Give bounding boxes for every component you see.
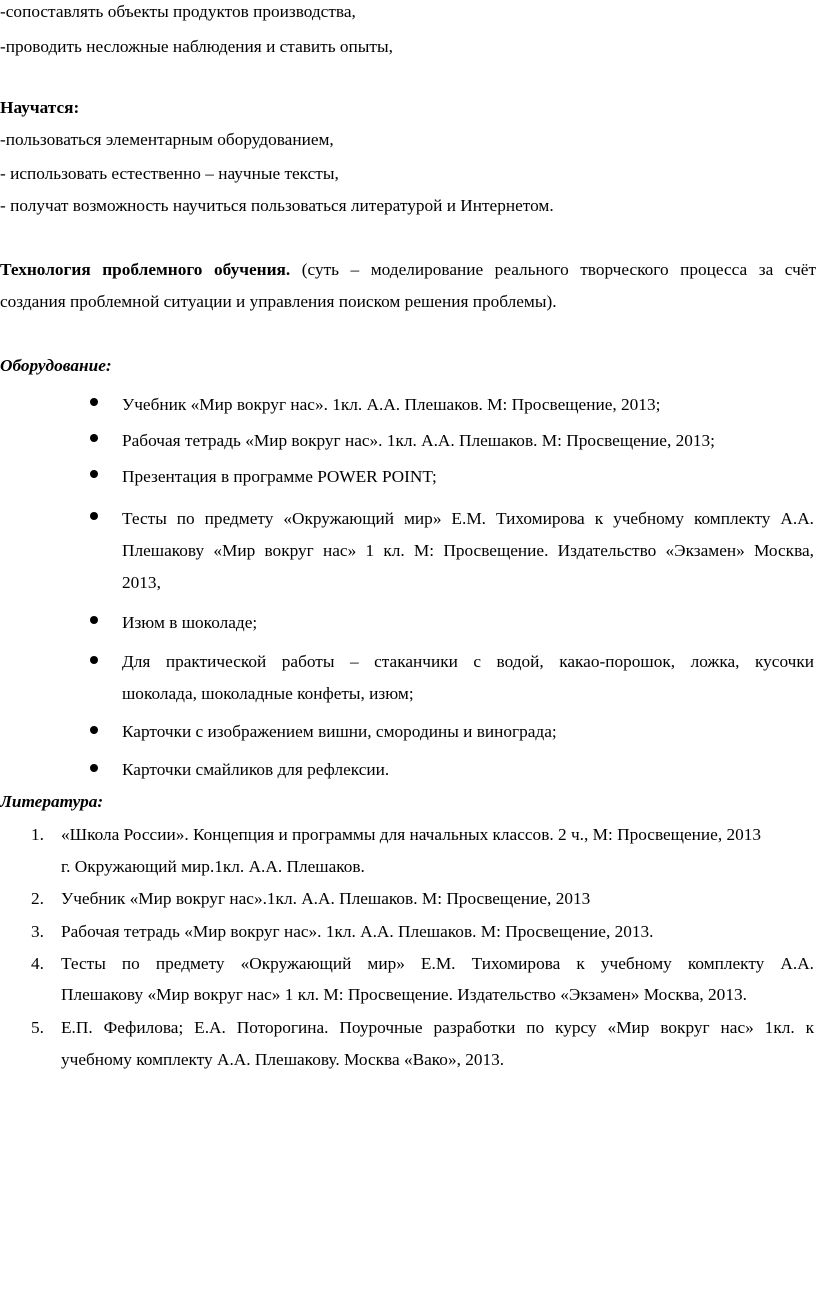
list-number: 3. — [31, 922, 44, 941]
equipment-item: Для практической работы – стаканчики с водой, какао-порошок, ложка, кусочки — [122, 652, 814, 671]
equipment-item-cont: 2013, — [122, 573, 161, 592]
intro-line: -проводить несложные наблюдения и ставить опыты, — [0, 37, 393, 56]
technology-line-2: создания проблемной ситуации и управления поиском решения проблемы). — [0, 292, 557, 311]
literature-item-cont: г. Окружающий мир.1кл. А.А. Плешаков. — [61, 857, 365, 876]
bullet-icon — [90, 434, 98, 442]
equipment-heading: Оборудование: — [0, 356, 112, 375]
equipment-item-cont: Плешакову «Мир вокруг нас» 1 кл. М: Просвещение. Издательство «Экзамен» Москва, — [122, 541, 814, 560]
literature-item-cont: Плешакову «Мир вокруг нас» 1 кл. М: Просвещение. Издательство «Экзамен» Москва, 2013. — [61, 985, 747, 1004]
list-number: 5. — [31, 1018, 44, 1037]
technology-line-1 — [0, 260, 816, 280]
literature-item-cont: учебному комплекту А.А. Плешакову. Москва «Вако», 2013. — [61, 1050, 505, 1069]
bullet-icon — [90, 512, 98, 520]
list-number: 1. — [31, 825, 44, 844]
literature-heading: Литература: — [0, 792, 104, 811]
learn-item: -пользоваться элементарным оборудованием, — [0, 130, 334, 149]
technology-title: Технология проблемного обучения. — [0, 260, 291, 279]
equipment-item: Тесты по предмету «Окружающий мир» Е.М. Тихомирова к учебному комплекту А.А. — [122, 509, 814, 528]
equipment-item-cont: шоколада, шоколадные конфеты, изюм; — [122, 684, 414, 703]
equipment-item: Карточки с изображением вишни, смородины и винограда; — [122, 722, 557, 741]
technology-text: (суть – моделирование реального творческого процесса за счёт — [301, 260, 816, 279]
equipment-item: Презентация в программе POWER POINT; — [122, 467, 437, 486]
bullet-icon — [90, 726, 98, 734]
bullet-icon — [90, 616, 98, 624]
literature-item: Тесты по предмету «Окружающий мир» Е.М. Тихомирова к учебному комплекту А.А. — [61, 954, 814, 973]
literature-item: Е.П. Фефилова; Е.А. Поторогина. Поурочные разработки по курсу «Мир вокруг нас» 1кл. к — [61, 1018, 814, 1037]
learn-heading: Научатся: — [0, 98, 80, 117]
literature-item: «Школа России». Концепция и программы для начальных классов. 2 ч., М: Просвещение, 2013 — [61, 825, 762, 844]
list-number: 4. — [31, 954, 44, 973]
equipment-item: Изюм в шоколаде; — [122, 613, 258, 632]
learn-item: - получат возможность научиться пользоваться литературой и Интернетом. — [0, 196, 554, 215]
bullet-icon — [90, 656, 98, 664]
list-number: 2. — [31, 889, 44, 908]
bullet-icon — [90, 398, 98, 406]
literature-item: Рабочая тетрадь «Мир вокруг нас». 1кл. А.А. Плешаков. М: Просвещение, 2013. — [61, 922, 654, 941]
intro-line: -сопоставлять объекты продуктов производства, — [0, 2, 356, 21]
learn-item: - использовать естественно – научные тексты, — [0, 164, 339, 183]
literature-item: Учебник «Мир вокруг нас».1кл. А.А. Плешаков. М: Просвещение, 2013 — [61, 889, 591, 908]
bullet-icon — [90, 764, 98, 772]
equipment-item: Рабочая тетрадь «Мир вокруг нас». 1кл. А.А. Плешаков. М: Просвещение, 2013; — [122, 431, 715, 450]
equipment-item: Учебник «Мир вокруг нас». 1кл. А.А. Плешаков. М: Просвещение, 2013; — [122, 395, 661, 414]
equipment-item: Карточки смайликов для рефлексии. — [122, 760, 390, 779]
bullet-icon — [90, 470, 98, 478]
